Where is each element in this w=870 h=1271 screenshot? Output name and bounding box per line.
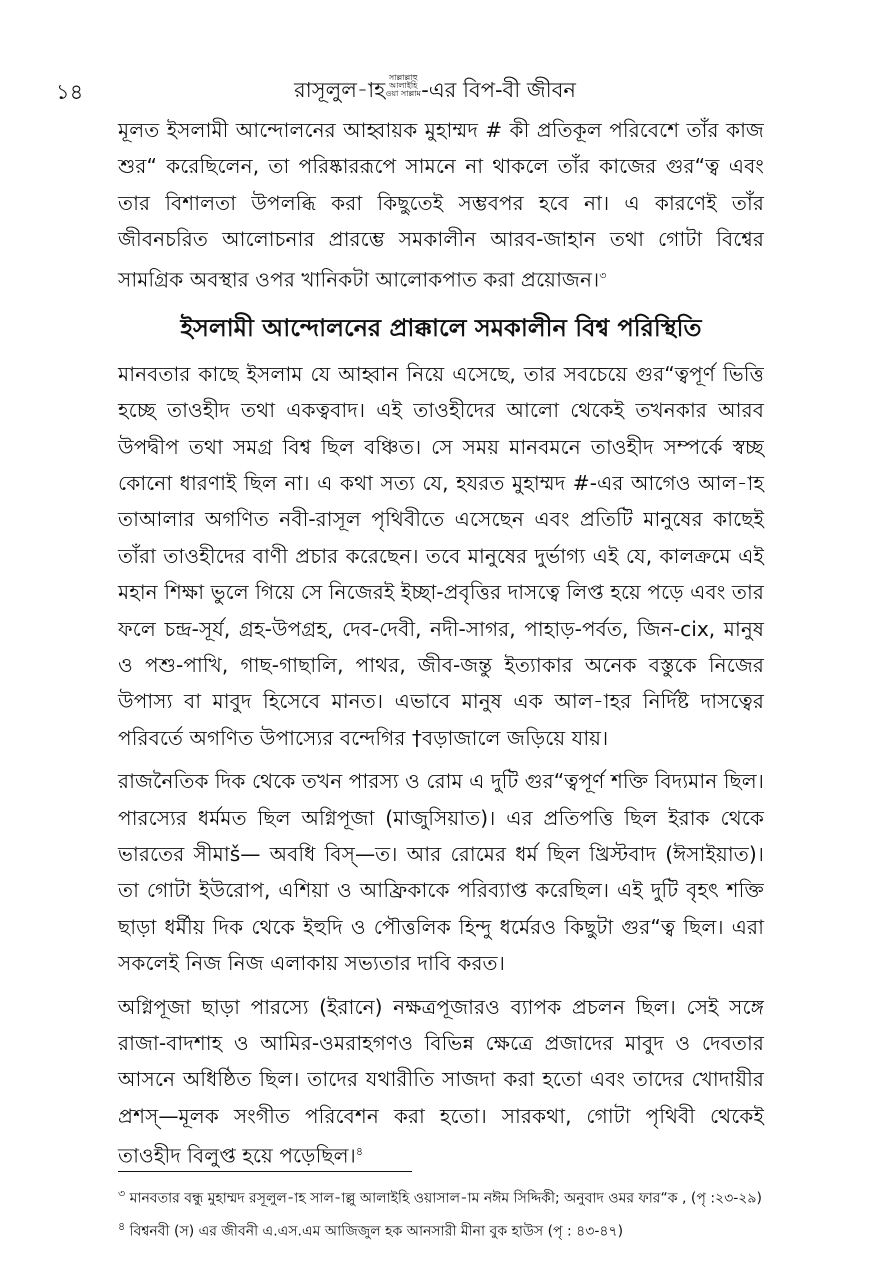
- section-paragraph: [118, 763, 764, 981]
- paragraph-text: মানবতার কাছে ইসলাম যে আহ্বান নিয়ে এসেছে, তার সবচেয়ে গুর“ত্বপূর্ণ ভিত্তি হচ্ছে তাওহীদ তথা একত্ববাদ। এই তাওহীদের আলো থেকেই তখনকার আরব উপদ্বীপ তথা সমগ্র বিশ্ব ছিল বঞ্চিত। সে সময় মানবমনে তাওহীদ সম্পর্কে স্বচ্ছ কোনো ধারণাই ছিল না। এ কথা সত্য যে, হযরত মুহাম্মদ #-এর আগেও আল-াহ তাআলার অগণিত নবী-রাসূল পৃথিবীতে এসেছেন এবং প্রতিটি মানুষের কাছেই তাঁরা তাওহীদের বাণী প্রচার করেছেন। তবে মানুষের দুর্ভাগ্য এই যে, কালক্রমে এই মহান শিক্ষা ভুলে গিয়ে সে নিজেরই ইচ্ছা-প্রবৃত্তির দাসত্বে লিপ্ত হয়ে পড়ে এবং তার ফলে চন্দ্র-সূর্য, গ্রহ-উপগ্রহ, দেব-দেবী, নদী-সাগর, পাহাড়-পর্বত, জিন-cix, মানুষ ও পশু-পাখি, গাছ-গাছালি, পাথর, জীব-জন্তু ইত্যাকার অনেক বস্তুকে নিজের উপাস্য বা মাবুদ হিসেবে মানত। এভাবে মানুষ এক আল-াহর নির্দিষ্ট দাসত্বের পরিবর্তে অগণিত উপাস্যের বন্দেগির †বড়াজালে জড়িয়ে যায়।: [118, 361, 764, 750]
- salawat-line: সাল্লাল্লাহু: [388, 73, 418, 82]
- footnote-text: মানবতার বন্ধু মুহাম্মদ রসূলুল-াহ সাল-াল্লু আলাইহি ওয়াসাল-াম নঈম সিদ্দিকী; অনুবাদ ওমর ফার“ক , (পৃ :২৩-২৯): [125, 1190, 762, 1207]
- header-title-part2: -এর বিপ-বী জীবন: [421, 78, 576, 102]
- salawat-line: ওয়া সাল্লাম: [385, 89, 421, 98]
- page-number: ১৪: [56, 80, 84, 104]
- paragraph-text: রাজনৈতিক দিক থেকে তখন পারস্য ও রোম এ দুটি গুর“ত্বপূর্ণ শক্তি বিদ্যমান ছিল। পারস্যের ধর্মমত ছিল অগ্নিপূজা (মাজুসিয়াত)। এর প্রতিপত্তি ছিল ইরাক থেকে ভারতের সীমাš— অবধি বিস্—ত। আর রোমের ধর্ম ছিল খ্রিস্টবাদ (ঈসাইয়াত)। তা গোটা ইউরোপ, এশিয়া ও আফ্রিকাকে পরিব্যাপ্ত করেছিল। এই দুটি বৃহৎ শক্তি ছাড়া ধর্মীয় দিক থেকে ইহুদি ও পৌত্তলিক হিন্দু ধর্মেরও কিছুটা গুর“ত্ব ছিল। এরা সকলেই নিজ নিজ এলাকায় সভ্যতার দাবি করত।: [118, 769, 764, 976]
- running-header: [0, 74, 870, 109]
- footnote-divider: [118, 1171, 412, 1172]
- header-title-part1: রাসূলুল-াহ: [294, 78, 386, 102]
- footnote-text: বিশ্বনবী (স) এর জীবনী এ.এস.এম আজিজুল হক আনসারী মীনা বুক হাউস (পৃ : ৪৩-৪৭): [125, 1223, 624, 1240]
- section-paragraph: [118, 356, 764, 756]
- salawat-line: আলাইহি: [389, 81, 418, 90]
- footnote: [118, 1180, 764, 1213]
- paragraph-text: মূলত ইসলামী আন্দোলনের আহ্বায়ক মুহাম্মদ # কী প্রতিকূল পরিবেশে তাঁর কাজ শুর“ করেছিলেন, তা পরিষ্কাররূপে সামনে না থাকলে তাঁর কাজের গুর“ত্ব এবং তার বিশালতা উপলব্ধি করা কিছুতেই সম্ভবপর হবে না। এ কারণেই তাঁর জীবনচরিত আলোচনার প্রারম্ভে সমকালীন আরব-জাহান তথা গোটা বিশ্বের সামগ্রিক অবস্থার ওপর খানিকটা আলোকপাত করা প্রয়োজন।: [118, 118, 764, 292]
- footnote-ref: ৪: [355, 1145, 363, 1159]
- footnotes: [118, 1180, 764, 1245]
- footnote: [118, 1213, 764, 1246]
- paragraph-text: অগ্নিপূজা ছাড়া পারস্যে (ইরানে) নক্ষত্রপূজারও ব্যাপক প্রচলন ছিল। সেই সঙ্গে রাজা-বাদশাহ ও আমির-ওমরাহগণও বিভিন্ন ক্ষেত্রে প্রজাদের মাবুদ ও দেবতার আসনে অধিষ্ঠিত ছিল। তাদের যথারীতি সাজদা করা হতো এবং তাদের খোদায়ীর প্রশস্—মূলক সংগীত পরিবেশন করা হতো। সারকথা, গোটা পৃথিবী থেকেই তাওহীদ বিলুপ্ত হয়ে পড়েছিল।: [118, 994, 764, 1169]
- section-paragraph: [118, 989, 764, 1175]
- footnote-ref: ৩: [599, 268, 607, 282]
- section-heading: ইসলামী আন্দোলনের প্রাক্কালে সমকালীন বিশ্ব পরিস্থিতি: [180, 313, 702, 342]
- footnote-mark: ৪: [118, 1219, 126, 1233]
- intro-paragraph: [118, 112, 764, 298]
- salawat-ligature: [385, 74, 421, 98]
- footnote-mark: ৩: [118, 1187, 126, 1200]
- body-text: [118, 112, 764, 1181]
